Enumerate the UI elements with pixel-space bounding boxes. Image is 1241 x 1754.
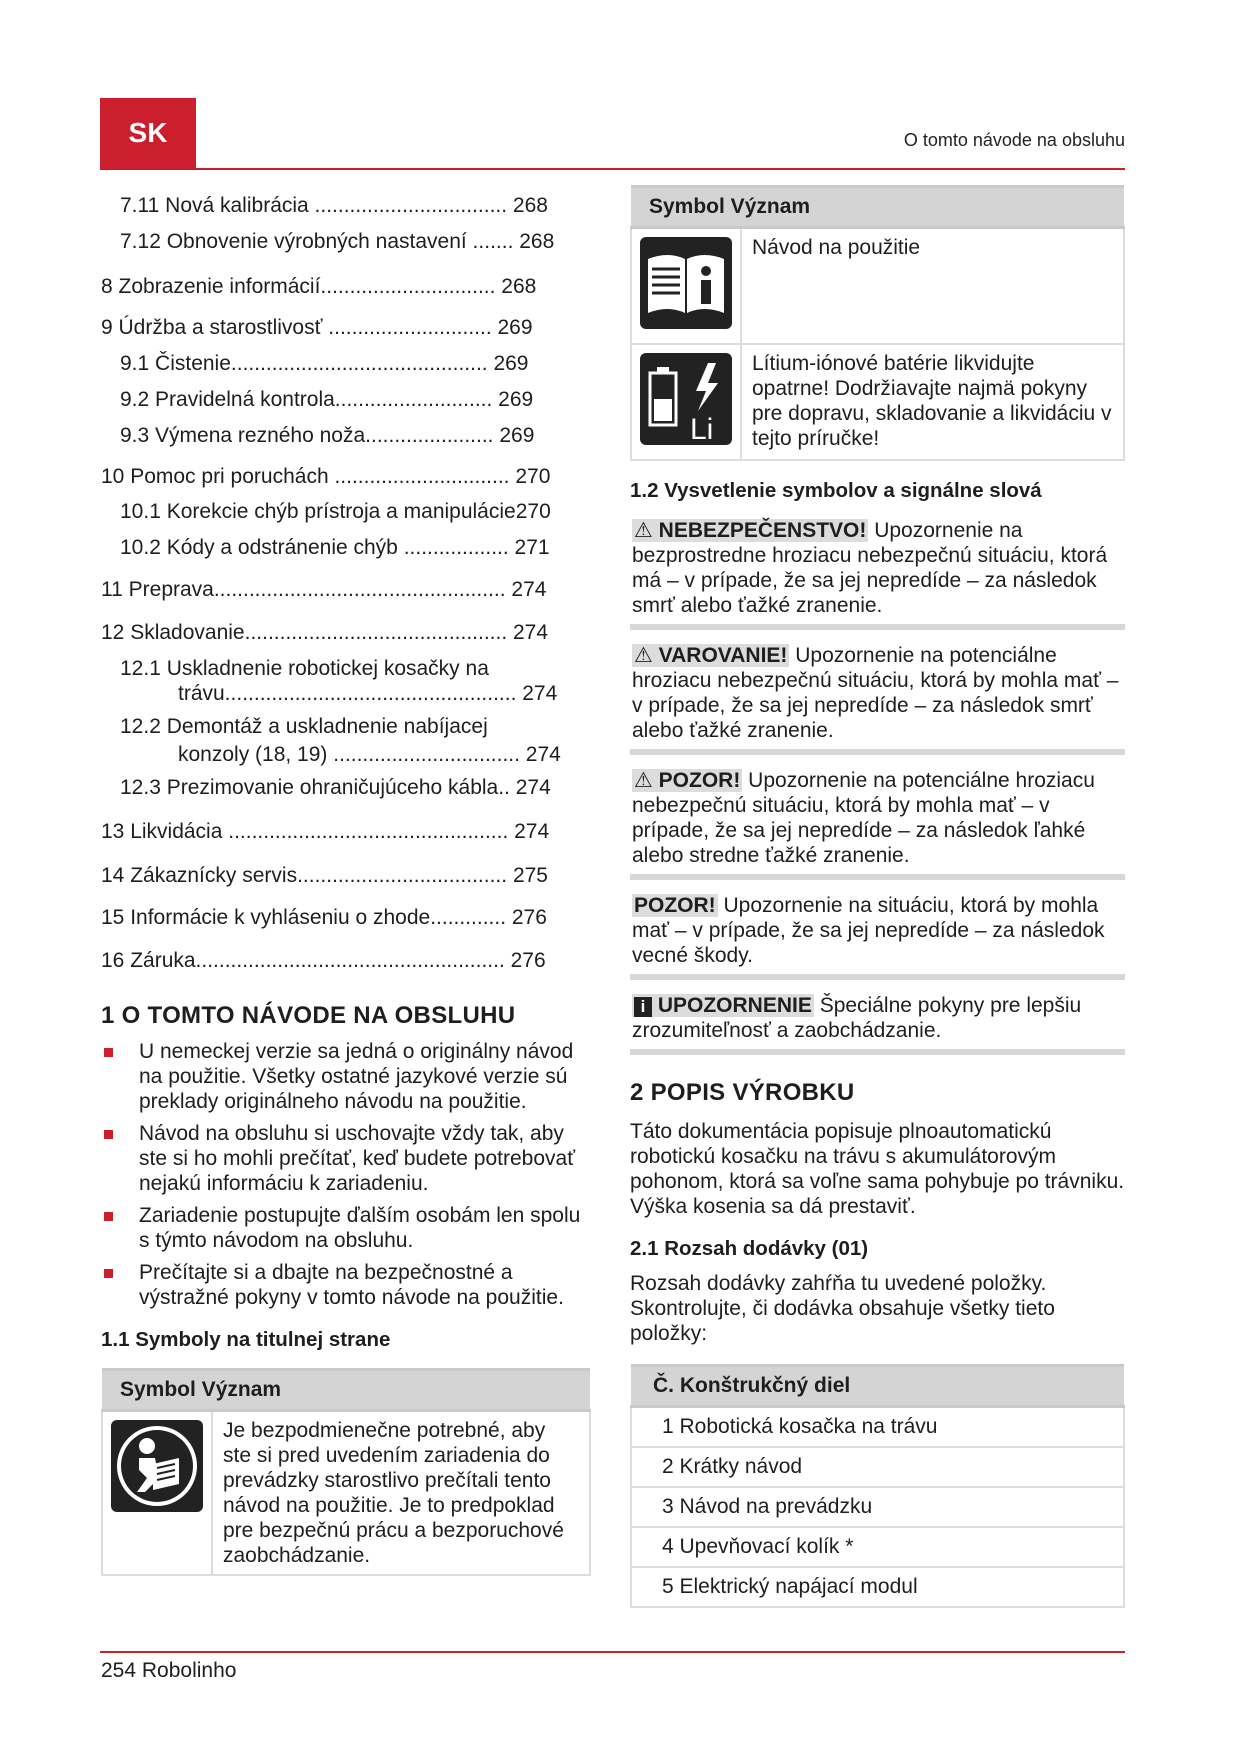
left-column: [101, 180, 591, 1576]
right-column: [630, 185, 1125, 1608]
section-1-1-title: 1.1 Symboly na titulnej strane: [101, 1328, 391, 1351]
section-1-2-title: 1.2 Vysvetlenie symbolov a signálne slová: [630, 479, 1042, 502]
table-row: 5 Elektrický napájací modul: [631, 1567, 1124, 1607]
running-header-title: O tomto návode na obsluhu: [903, 130, 1125, 150]
toc-entry[interactable]: 10 Pomoc pri poruchách .............................. 270: [101, 465, 551, 488]
table-row: 3 Návod na prevádzku: [631, 1487, 1124, 1527]
toc-entry[interactable]: trávu.................................................. 274: [178, 682, 558, 705]
header-rule: [100, 168, 1125, 170]
section-2-1-text: Rozsah dodávky zahŕňa tu uvedené položky. Skontrolujte, či dodávka obsahuje všetky tieto položky:: [630, 1272, 1055, 1345]
toc-entry[interactable]: 12.3 Prezimovanie ohraničujúceho kábla.. 274: [120, 776, 551, 799]
list-item: U nemeckej verzie sa jedná o originálny návod na použitie. Všetky ostatné jazykové verzie sú preklady originálneho návodu na použitie.: [101, 1039, 591, 1114]
table-row: 2 Krátky návod: [631, 1447, 1124, 1487]
toc-entry[interactable]: 12.2 Demontáž a uskladnenie nabíjacej: [120, 715, 488, 738]
toc-entry[interactable]: 10.1 Korekcie chýb prístroja a manipulácie270: [120, 500, 551, 523]
info-icon: i: [634, 997, 652, 1017]
toc-entry[interactable]: 8 Zobrazenie informácií.............................. 268: [101, 275, 537, 298]
warning-triangle-icon: ⚠: [634, 769, 653, 792]
section-2-text: Táto dokumentácia popisuje plnoautomatickú robotickú kosačku na trávu s akumulátorovým pohonom, ktorá sa voľne sama pohybuje po trávniku. Výška kosenia sa dá prestaviť.: [630, 1120, 1125, 1218]
table-row: [631, 344, 1124, 460]
warning-caution: ⚠ POZOR! Upozornenie na potenciálne hroziacu nebezpečnú situáciu, ktorá by mohla mať – v prípade, že sa jej nepredíde – za následok ľahké alebo stredne ťažké zranenie.: [630, 765, 1125, 880]
bullet-marker: [104, 1048, 113, 1057]
section-1-bullets: [101, 1039, 591, 1310]
toc-entry[interactable]: 7.11 Nová kalibrácia ................................. 268: [120, 194, 548, 217]
toc-entry[interactable]: 12.1 Uskladnenie robotickej kosačky na: [120, 657, 489, 680]
table-row: [102, 1411, 590, 1576]
toc-entry[interactable]: 10.2 Kódy a odstránenie chýb .................. 271: [120, 536, 550, 559]
page-footer: 254 Robolinho: [101, 1659, 237, 1682]
footer-rule: [100, 1651, 1125, 1653]
symbol-cell: [631, 228, 741, 345]
toc-entry[interactable]: 16 Záruka..................................................... 276: [101, 949, 546, 972]
table-row: 4 Upevňovací kolík *: [631, 1527, 1124, 1567]
bullet-marker: [104, 1269, 113, 1278]
signal-words: [630, 515, 1125, 1055]
symbol-cell: [631, 344, 741, 460]
meaning-cell: Lítium-iónové batérie likvidujte opatrne! Dodržiavajte najmä pokyny pre dopravu, skladovanie a likvidáciu v tejto príručke!: [741, 344, 1124, 460]
symbols-table: [630, 185, 1125, 461]
toc-entry[interactable]: 14 Zákaznícky servis.................................... 275: [101, 864, 548, 887]
section-2-1-title: 2.1 Rozsah dodávky (01): [630, 1237, 869, 1260]
li-ion-battery-icon: [638, 413, 734, 452]
warning-warning: ⚠ VAROVANIE! Upozornenie na potenciálne hroziacu nebezpečnú situáciu, ktorá by mohla mať – v prípade, že sa jej nepredíde – za následok smrť alebo ťažké zranenie.: [630, 640, 1125, 755]
table-header: Symbol Význam: [631, 187, 1124, 228]
table-header: Č. Konštrukčný diel: [631, 1366, 1124, 1407]
svg-text:Li: Li: [690, 413, 714, 446]
bullet-marker: [104, 1130, 113, 1139]
section-2-title: 2 POPIS VÝROBKU: [630, 1079, 855, 1106]
list-item: Zariadenie postupujte ďalším osobám len spolu s týmto návodom na obsluhu.: [101, 1203, 591, 1253]
toc-entry[interactable]: 13 Likvidácia ................................................ 274: [101, 820, 550, 843]
toc-entry[interactable]: 9.1 Čistenie............................................ 269: [120, 352, 529, 375]
toc-entry[interactable]: 9 Údržba a starostlivosť ............................ 269: [101, 316, 533, 339]
table-header: Symbol Význam: [102, 1370, 590, 1411]
section-1-title: 1 O TOMTO NÁVODE NA OBSLUHU: [101, 1002, 516, 1029]
language-tab: SK: [100, 98, 196, 168]
toc-entry[interactable]: 15 Informácie k vyhláseniu o zhode............. 276: [101, 906, 547, 929]
warning-info: i UPOZORNENIE Špeciálne pokyny pre lepšiu zrozumiteľnosť a zaobchádzanie.: [630, 990, 1125, 1055]
table-row: [631, 228, 1124, 345]
warning-notice: POZOR! Upozornenie na situáciu, ktorá by mohla mať – v prípade, že sa jej nepredíde – za následok vecné škody.: [630, 890, 1125, 980]
warning-triangle-icon: ⚠: [634, 519, 653, 542]
toc-entry[interactable]: konzoly (18, 19) ................................ 274: [178, 743, 561, 766]
list-item: Prečítajte si a dbajte na bezpečnostné a výstražné pokyny v tomto návode na použitie.: [101, 1260, 591, 1310]
bullet-marker: [104, 1212, 113, 1221]
toc-entry[interactable]: 12 Skladovanie............................................. 274: [101, 621, 549, 644]
meaning-cell: Je bezpodmienečne potrebné, aby ste si pred uvedením zariadenia do prevádzky starostlivo prečítali tento návod na použitie. Je to predpoklad pre bezpečnú prácu a bezporuchové zaobchádzanie.: [212, 1411, 590, 1576]
manual-info-icon: [638, 313, 734, 336]
symbol-cell: [102, 1411, 212, 1576]
symbols-title-table: [101, 1368, 591, 1576]
toc-entry[interactable]: 11 Preprava.................................................. 274: [101, 578, 547, 601]
list-item: Návod na obsluhu si uschovajte vždy tak, aby ste si ho mohli prečítať, keď budete potrebovať nejakú informáciu k zariadeniu.: [101, 1121, 591, 1196]
toc-entry[interactable]: 9.3 Výmena rezného noža...................... 269: [120, 424, 535, 447]
read-manual-icon: [109, 1496, 205, 1519]
table-row: 1 Robotická kosačka na trávu: [631, 1407, 1124, 1448]
delivery-scope-table: [630, 1364, 1125, 1608]
warning-danger: ⚠ NEBEZPEČENSTVO! Upozornenie na bezprostredne hroziacu nebezpečnú situáciu, ktorá má – v prípade, že sa jej nepredíde – za následok smrť alebo ťažké zranenie.: [630, 515, 1125, 630]
toc-entry[interactable]: 9.2 Pravidelná kontrola........................... 269: [120, 388, 534, 411]
toc-entry[interactable]: 7.12 Obnovenie výrobných nastavení ....... 268: [120, 230, 555, 253]
table-of-contents: [101, 180, 591, 980]
meaning-cell: Návod na použitie: [741, 228, 1124, 345]
warning-triangle-icon: ⚠: [634, 644, 653, 667]
